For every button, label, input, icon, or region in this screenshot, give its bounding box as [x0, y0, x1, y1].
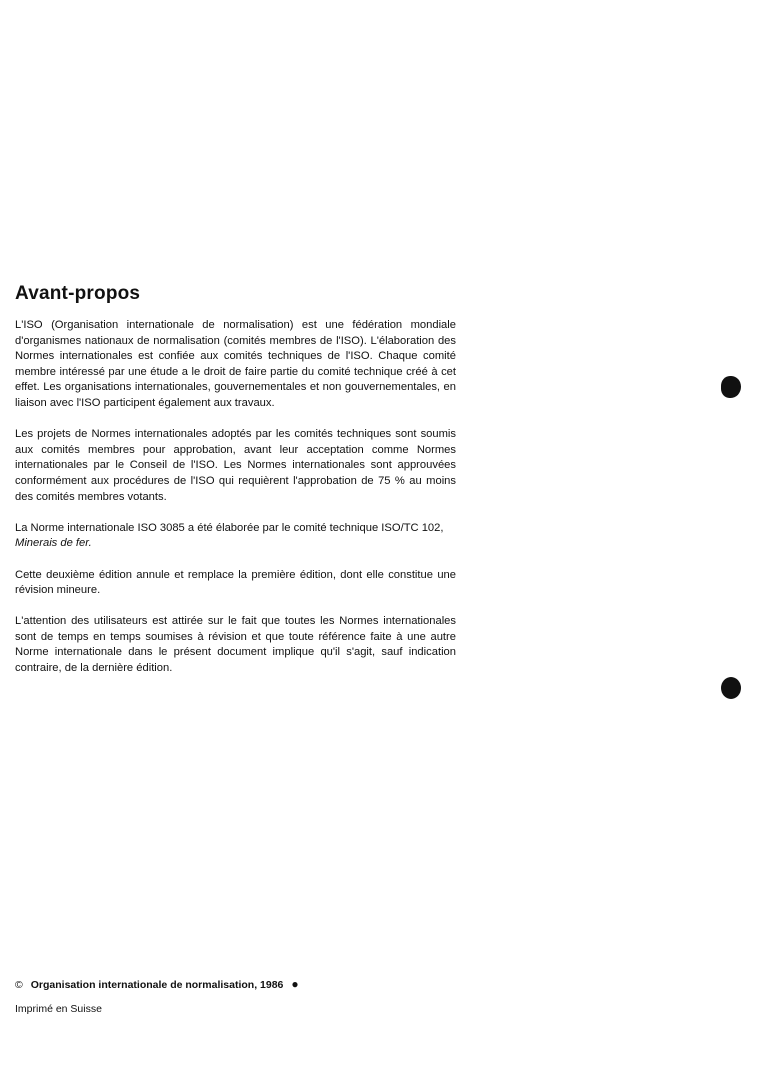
- copyright-line: [15, 977, 299, 991]
- paragraph-iso-intro: L'ISO (Organisation internationale de normalisation) est une fédération mondiale d'organismes nationaux de normalisation (comités membres de l'ISO). L'élaboration des Normes internationales est confiée aux comités techniques de l'ISO. Chaque comité membre intéressé par une étude a le droit de faire partie du comité technique créé à cet effet. Les organisations internationales, gouvernementales et non gouvernementales, en liaison avec l'ISO participent également aux travaux.: [15, 319, 456, 409]
- page-title: Avant-propos: [15, 283, 141, 304]
- standard-origin-text: La Norme internationale ISO 3085 a été élaborée par le comité technique ISO/TC 102,: [15, 521, 444, 534]
- copyright-icon: ©: [15, 979, 23, 991]
- paragraph-revision-notice: L'attention des utilisateurs est attirée sur le fait que toutes les Normes internationales sont de temps en temps soumises à révision et que toute référence faite à une autre Norme internationale dans le présent document implique qu'il s'agit, sauf indication contraire, de la dernière édition.: [15, 615, 456, 675]
- foreword-body: [15, 318, 456, 692]
- committee-title: Minerais de fer.: [15, 537, 92, 550]
- punch-hole-mark-bottom: [721, 677, 741, 699]
- bullet-icon: ●: [291, 977, 299, 991]
- printed-in: Imprimé en Suisse: [15, 1003, 102, 1015]
- paragraph-edition: Cette deuxième édition annule et remplace la première édition, dont elle constitue une révision mineure.: [15, 568, 456, 597]
- punch-hole-mark-top: [721, 376, 741, 398]
- paragraph-standard-origin: [15, 521, 456, 552]
- copyright-text: Organisation internationale de normalisation, 1986: [30, 979, 284, 991]
- paragraph-draft-approval: Les projets de Normes internationales adoptés par les comités techniques sont soumis aux comités membres pour approbation, avant leur acceptation comme Normes internationales par le Conseil de l'ISO. Les Normes internationales sont approuvées conformément aux procédures de l'ISO qui requièrent l'approbation de 75 % au moins des comités membres votants.: [15, 428, 456, 503]
